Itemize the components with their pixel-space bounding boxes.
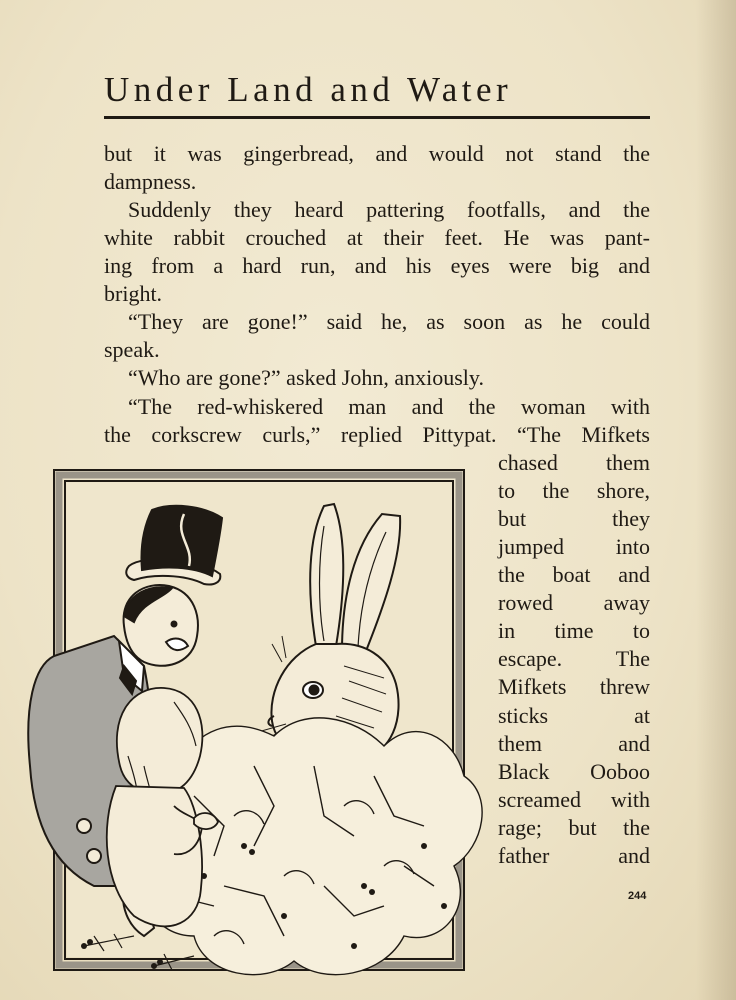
body-line: “The red-whiskered man and the woman with	[128, 394, 650, 419]
body-line-narrow: rowed away	[498, 590, 650, 615]
body-line: speak.	[104, 337, 160, 362]
body-line: dampness.	[104, 169, 197, 194]
header-rule	[104, 116, 650, 119]
body-line-narrow: but they	[498, 506, 650, 531]
body-line-narrow: father and	[498, 843, 650, 868]
body-line-narrow: sticks at	[498, 703, 650, 728]
body-line-narrow: Mifkets threw	[498, 674, 650, 699]
spine-shadow	[696, 0, 736, 1000]
body-line-narrow: them and	[498, 731, 650, 756]
body-line: bright.	[104, 281, 163, 306]
running-head: Under Land and Water	[104, 70, 513, 109]
body-line-narrow: jumped into	[498, 534, 650, 559]
body-line: the corkscrew curls,” replied Pittypat. “The Mifkets	[104, 422, 650, 447]
body-line: ing from a hard run, and his eyes were big and	[104, 253, 650, 278]
body-line-narrow: Black Ooboo	[498, 759, 650, 784]
body-line-narrow: escape. The	[498, 646, 650, 671]
body-line-narrow: chased them	[498, 450, 650, 475]
illustration-rabbit-and-man	[24, 466, 494, 996]
body-line: but it was gingerbread, and would not stand the	[104, 141, 650, 166]
body-line-narrow: rage; but the	[498, 815, 650, 840]
body-line-narrow: the boat and	[498, 562, 650, 587]
body-line: Suddenly they heard pattering footfalls, and the	[128, 197, 650, 222]
body-line-narrow: in time to	[498, 618, 650, 643]
body-line: white rabbit crouched at their feet. He was pant-	[104, 225, 650, 250]
body-line-narrow: to the shore,	[498, 478, 650, 503]
body-line-narrow: screamed with	[498, 787, 650, 812]
page-number: 244	[628, 890, 647, 902]
body-line: “They are gone!” said he, as soon as he could	[128, 309, 650, 334]
body-line: “Who are gone?” asked John, anxiously.	[128, 365, 484, 390]
